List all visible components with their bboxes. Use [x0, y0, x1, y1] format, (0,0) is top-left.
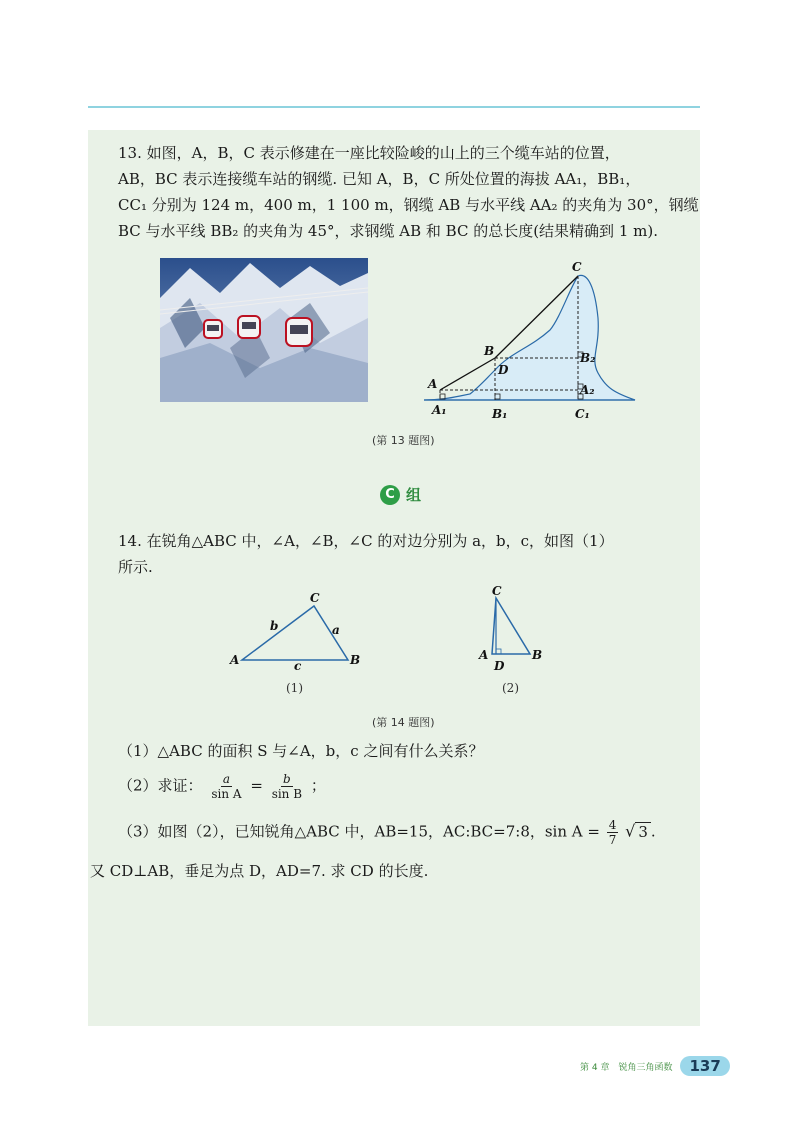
fig2-sub: (2) — [502, 681, 519, 695]
question-14-3-line2: 又 CD⊥AB，垂足为点 D，AD=7. 求 CD 的长度. — [90, 862, 429, 880]
frac3-num: 4 — [608, 818, 617, 832]
fig1-B: B — [350, 653, 361, 667]
label-C: C — [572, 260, 582, 274]
q2-prefix: （2）求证： — [118, 776, 203, 795]
fig1-A: A — [230, 653, 240, 667]
fig1-sub: (1) — [286, 681, 303, 695]
figure-13-caption: (第 13 题图) — [372, 434, 435, 447]
problem-14-line: 14. 在锐角△ABC 中，∠A，∠B，∠C 的对边分别为 a，b，c，如图（1） — [118, 532, 614, 550]
q3-end: . — [650, 822, 656, 841]
fig2-A: A — [479, 648, 489, 662]
chapter-title: 第 4 章 锐角三角函数 — [580, 1062, 673, 1073]
label-B2: B₂ — [580, 351, 596, 365]
header-rule — [88, 106, 700, 108]
question-14-2 — [118, 772, 326, 801]
problem-14-text — [118, 528, 693, 580]
sqrt-radicand: 3 — [635, 822, 651, 841]
gondola-1 — [204, 320, 222, 338]
label-A1: A₁ — [432, 403, 447, 417]
sqrt-sign: √ — [625, 821, 636, 841]
frac2-den: sin B — [271, 787, 303, 801]
problem-14-line: 所示. — [118, 558, 153, 576]
frac2-num: b — [283, 772, 291, 786]
problem-13-line: 13. 如图，A，B，C 表示修建在一座比较险峻的山上的三个缆车站的位置， — [118, 144, 620, 162]
fig2-B: B — [532, 648, 543, 662]
page-number: 137 — [680, 1056, 729, 1076]
label-A: A — [428, 377, 438, 391]
triangle-figure-2 — [470, 584, 550, 700]
fig1-b: b — [270, 619, 279, 633]
label-C1: C₁ — [575, 407, 590, 421]
frac1-num: a — [222, 772, 231, 786]
fig1-c: c — [294, 659, 302, 673]
question-14-3 — [118, 818, 656, 847]
frac3-den: 7 — [608, 833, 617, 847]
cable-car-photo — [160, 258, 368, 402]
fraction-a-over-sinA — [209, 772, 243, 801]
question-14-1: （1）△ABC 的面积 S 与∠A，b，c 之间有什么关系？ — [118, 742, 484, 760]
frac1-den: sin A — [211, 787, 242, 801]
group-badge: C — [380, 485, 400, 505]
label-B1: B₁ — [492, 407, 508, 421]
mountain-diagram — [420, 258, 640, 428]
q3-text: （3）如图（2），已知锐角△ABC 中，AB=15，AC:BC=7:8，sin A = — [118, 822, 600, 841]
group-label: 组 — [406, 486, 422, 504]
problem-13-line: BC 与水平线 BB₂ 的夹角为 45°，求钢缆 AB 和 BC 的总长度(结果精确到 1 m). — [118, 222, 658, 240]
q2-end: ； — [310, 776, 326, 795]
label-B: B — [484, 344, 495, 358]
gondola-2 — [238, 316, 260, 338]
page-footer — [580, 1056, 730, 1076]
fig2-D: D — [494, 659, 505, 673]
problem-13-line: CC₁ 分别为 124 m，400 m，1 100 m，钢缆 AB 与水平线 AA₂ 的夹角为 30°，钢缆 — [118, 196, 699, 214]
figure-14-caption: (第 14 题图) — [372, 716, 435, 729]
equals-sign: = — [250, 776, 263, 795]
fig1-a: a — [332, 623, 340, 637]
label-A2: A₂ — [580, 383, 595, 397]
fraction-b-over-sinB — [270, 772, 304, 801]
triangle-figure-1 — [226, 590, 376, 700]
fig2-C: C — [492, 584, 502, 598]
gondola-3 — [286, 318, 312, 346]
label-D: D — [498, 363, 509, 377]
group-heading — [380, 484, 421, 505]
problem-13-line: AB，BC 表示连接缆车站的钢缆. 已知 A，B，C 所处位置的海拔 AA₁，BB₁， — [118, 170, 641, 188]
fig1-C: C — [310, 591, 320, 605]
fraction-4-over-7 — [607, 818, 619, 847]
problem-13-text — [118, 140, 699, 244]
